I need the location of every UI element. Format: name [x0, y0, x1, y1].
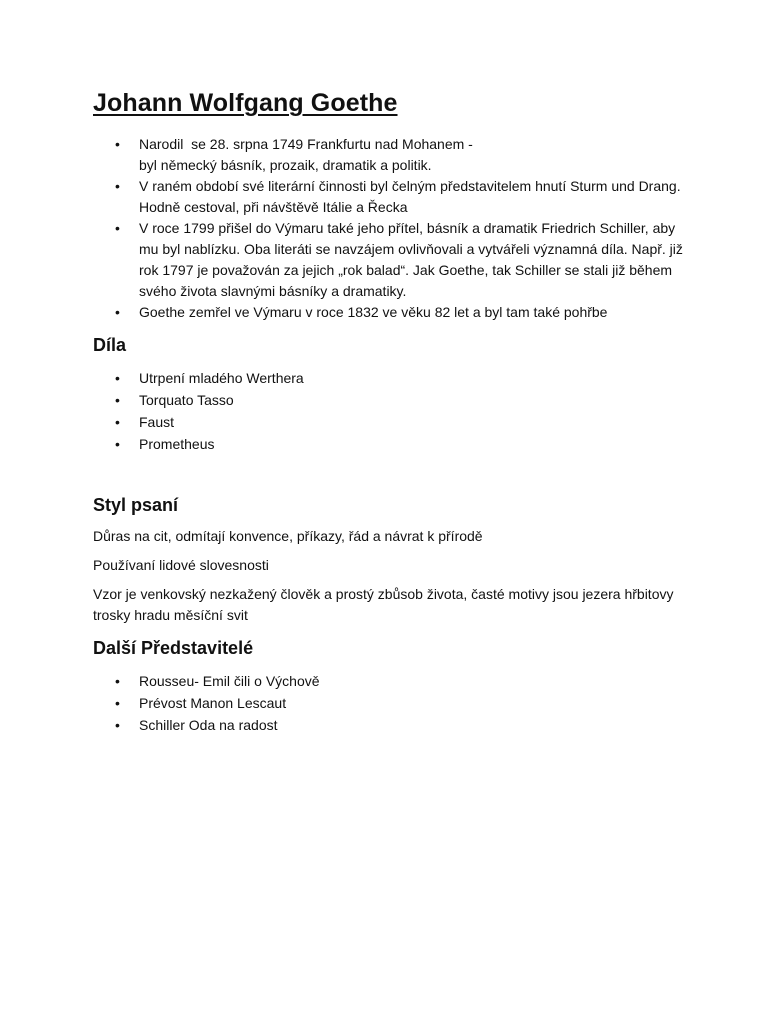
bullet-icon: • — [115, 370, 120, 386]
style-paragraph: Vzor je venkovský nezkažený člověk a prostý zbůsob života, časté motivy jsou jezera hřbitovy trosky hradu měsíční svit — [93, 586, 674, 623]
document-page — [93, 86, 683, 736]
style-paragraph: Používaní lidové slovesnosti — [93, 557, 269, 573]
style-heading: Styl psaní — [93, 495, 179, 515]
others-heading: Další Představitelé — [93, 638, 254, 658]
style-paragraph: Důras na cit, odmítají konvence, příkazy, řád a návrat k přírodě — [93, 528, 483, 544]
bullet-icon: • — [115, 695, 120, 711]
bio-item-weimar: V roce 1799 přišel do Výmaru také jeho přítel, básník a dramatik Friedrich Schiller, aby mu byl nablízku. Oba literáti se navzájem ovlivňovali a vytvářeli významná díla. Např. již rok 1797 je považován za jejich „rok balad“. Jak Goethe, tak Schiller se stali již během svého života slavnými básníky a dramatiky. — [139, 220, 683, 299]
other-author-item: Prévost Manon Lescaut — [139, 695, 287, 711]
other-author-item: Rousseu- Emil čili o Výchově — [139, 673, 320, 689]
work-item: Utrpení mladého Werthera — [139, 370, 304, 386]
list-item — [93, 302, 683, 323]
work-item: Faust — [139, 414, 175, 430]
bullet-icon: • — [115, 673, 120, 689]
list-item — [93, 367, 683, 389]
bullet-icon: • — [115, 717, 120, 733]
bio-item-early-period: V raném období své literární činnosti byl čelným představitelem hnutí Sturm und Drang. Hodně cestoval, při návštěvě Itálie a Řecka — [139, 178, 681, 215]
works-heading: Díla — [93, 335, 127, 355]
list-item — [93, 389, 683, 411]
bullet-icon: • — [115, 392, 120, 408]
work-item: Torquato Tasso — [139, 392, 234, 408]
bio-item-birth: Narodil se 28. srpna 1749 Frankfurtu nad Mohanem - byl německý básník, prozaik, dramatik a politik. — [139, 136, 473, 173]
bullet-icon: • — [115, 136, 120, 152]
list-item — [93, 134, 683, 176]
other-author-item: Schiller Oda na radost — [139, 717, 278, 733]
works-list — [93, 367, 683, 455]
bullet-icon: • — [115, 414, 120, 430]
biography-list — [93, 134, 683, 323]
list-item — [93, 692, 683, 714]
list-item — [93, 714, 683, 736]
list-item — [93, 411, 683, 433]
others-list — [93, 670, 683, 736]
list-item — [93, 433, 683, 455]
bullet-icon: • — [115, 436, 120, 452]
bullet-icon: • — [115, 220, 120, 236]
bullet-icon: • — [115, 178, 120, 194]
list-item — [93, 176, 683, 218]
list-item — [93, 670, 683, 692]
bullet-icon: • — [115, 304, 120, 320]
document-title: Johann Wolfgang Goethe — [93, 89, 398, 117]
list-item — [93, 218, 683, 302]
work-item: Prometheus — [139, 436, 215, 452]
bio-item-death: Goethe zemřel ve Výmaru v roce 1832 ve věku 82 let a byl tam také pohřbe — [139, 304, 608, 320]
